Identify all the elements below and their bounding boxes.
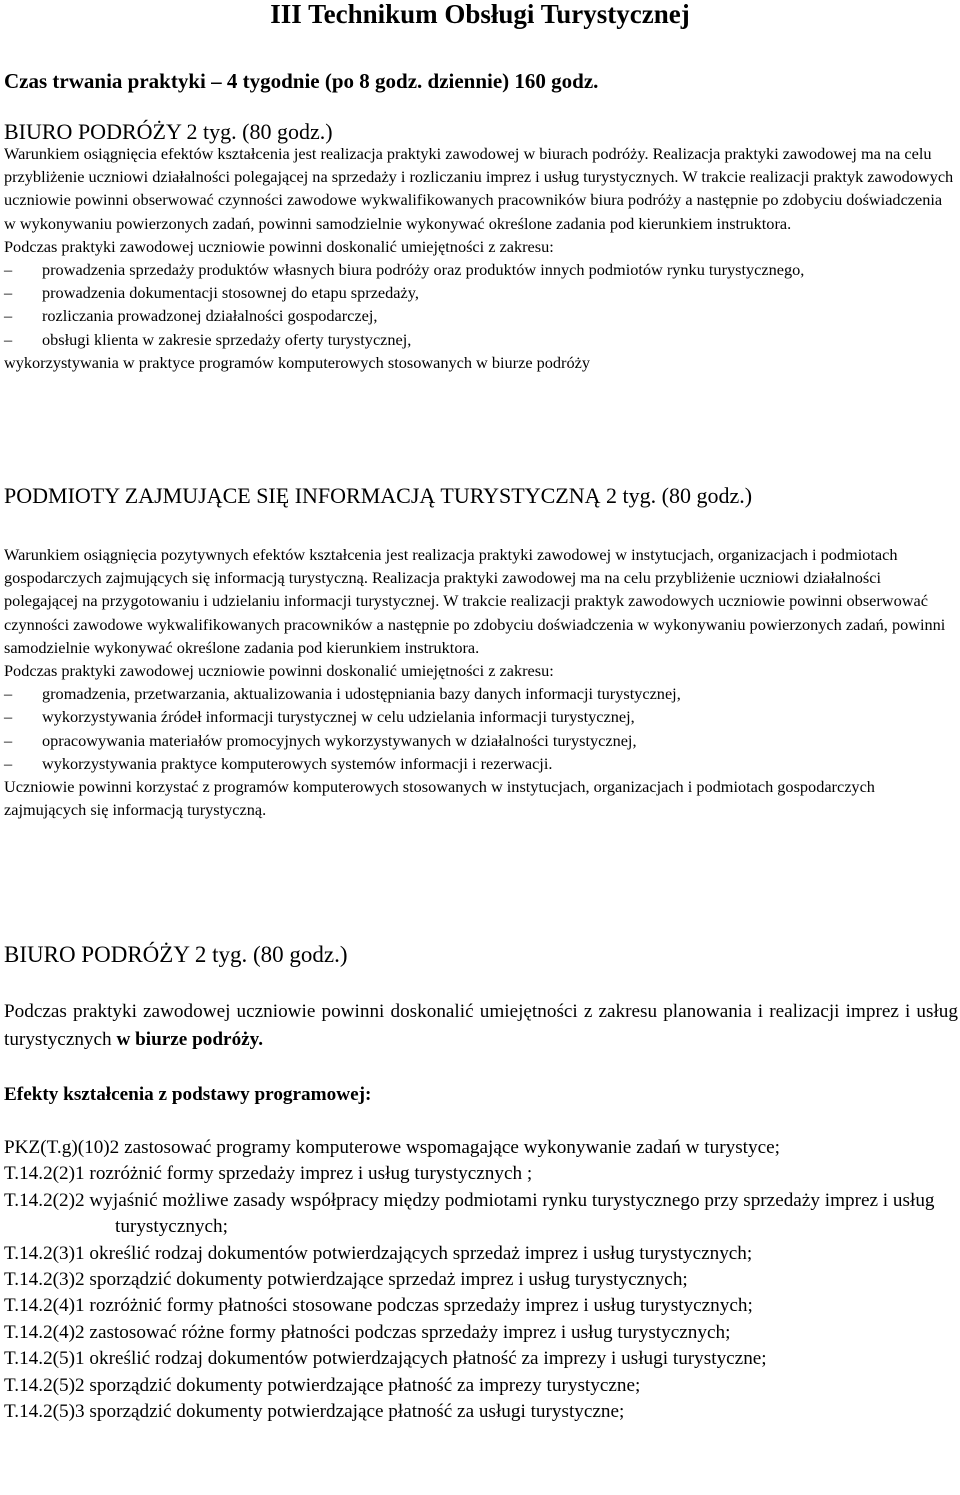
section-2-intro: Podczas praktyki zawodowej uczniowie powinni doskonalić umiejętności z zakresu:: [4, 661, 554, 681]
effect-item: T.14.2(5)1 określić rodzaj dokumentów potwierdzających płatność za imprezy i usługi turystyczne;: [4, 1348, 767, 1370]
section-1-title: BIURO PODRÓŻY 2 tyg. (80 godz.): [4, 119, 333, 144]
effect-item: T.14.2(5)3 sporządzić dokumenty potwierdzające płatność za usługi turystyczne;: [4, 1401, 625, 1423]
practice-duration: Czas trwania praktyki – 4 tygodnie (po 8 godz. dziennie) 160 godz.: [4, 69, 599, 93]
effect-item: T.14.2(2)1 rozróżnić formy sprzedaży imprez i usług turystycznych ;: [4, 1163, 533, 1185]
list-item: – gromadzenia, przetwarzania, aktualizowania i udostępniania bazy danych informacji turystycznej,: [4, 682, 958, 705]
section-2-closing: Uczniowie powinni korzystać z programów komputerowych stosowanych w instytucjach, organizacjach i podmiotach gospodarczych zajmujących się informacją turystyczną.: [4, 777, 875, 820]
page-title: III Technikum Obsługi Turystycznej: [270, 0, 690, 29]
effect-item: T.14.2(5)2 sporządzić dokumenty potwierdzające płatność za imprezy turystyczne;: [4, 1374, 641, 1396]
list-item: – prowadzenia dokumentacji stosownej do etapu sprzedaży,: [4, 281, 956, 304]
effect-item: T.14.2(3)1 określić rodzaj dokumentów potwierdzających sprzedaż imprez i usług turystycznych;: [4, 1242, 753, 1264]
section-3-title: BIURO PODRÓŻY 2 tyg. (80 godz.): [4, 942, 348, 967]
section-1-paragraph: Warunkiem osiągnięcia efektów kształcenia jest realizacja praktyki zawodowej w biurach podróży. Realizacja praktyki zawodowej ma na celu przybliżenie uczniowi działalności polegającej na sprzedaży i rozliczaniu imprez i usług turystycznych. W trakcie realizacji praktyk zawodowych uczniowie powinni obserwować czynności zawodowe wykwalifikowanych pracowników biura podróży a następnie po zdobyciu doświadczenia w wykonywaniu powierzonych zadań, powinni samodzielnie wykonywać określone zadania pod kierunkiem instruktora.: [4, 144, 954, 233]
list-item: – wykorzystywania źródeł informacji turystycznej w celu udzielania informacji turystycznej,: [4, 705, 958, 728]
effect-item: T.14.2(2)2 wyjaśnić możliwe zasady współpracy między podmiotami rynku turystycznego przy sprzedaży imprez i usług turystycznych;: [4, 1189, 935, 1238]
section-2-body: [4, 543, 958, 821]
section-2-paragraph: Warunkiem osiągnięcia pozytywnych efektów kształcenia jest realizacja praktyki zawodowej w instytucjach, organizacjach i podmiotach gospodarczych zajmujących się informacją turystyczną. Realizacja praktyki zawodowej ma na celu przybliżenie uczniowi działalności polegającej na przygotowaniu i udzielaniu informacji turystycznej. W trakcie realizacji praktyk zawodowych uczniowie powinni obserwować czynności zawodowe wykwalifikowanych pracowników a następnie po zdobyciu doświadczenia w wykonywaniu powierzonych zadań, powinni samodzielnie wykonywać określone zadania pod kierunkiem instruktora.: [4, 545, 946, 657]
section-3-intro-emphasis: w biurze podróży.: [116, 1029, 264, 1050]
section-3-subtitle: Efekty kształcenia z podstawy programowej:: [4, 1084, 372, 1105]
section-1-closing: wykorzystywania w praktyce programów komputerowych stosowanych w biurze podróży: [4, 352, 590, 372]
effect-item: T.14.2(4)1 rozróżnić formy płatności stosowane podczas sprzedaży imprez i usług turystycznych;: [4, 1295, 753, 1317]
effect-item: T.14.2(3)2 sporządzić dokumenty potwierdzające sprzedaż imprez i usług turystycznych;: [4, 1269, 688, 1291]
list-item: – opracowywania materiałów promocyjnych wykorzystywanych w działalności turystycznej,: [4, 729, 958, 752]
section-1-body: [4, 142, 956, 374]
list-item: – prowadzenia sprzedaży produktów własnych biura podróży oraz produktów innych podmiotów rynku turystycznego,: [4, 258, 956, 281]
learning-effects-list: [4, 1135, 958, 1425]
section-2-skill-list: [4, 682, 958, 775]
section-3-intro: [4, 998, 958, 1054]
effect-item: PKZ(T.g)(10)2 zastosować programy komputerowe wspomagające wykonywanie zadań w turystyce;: [4, 1137, 780, 1158]
section-1-intro: Podczas praktyki zawodowej uczniowie powinni doskonalić umiejętności z zakresu:: [4, 236, 554, 256]
section-2-title: PODMIOTY ZAJMUJĄCE SIĘ INFORMACJĄ TURYSTYCZNĄ 2 tyg. (80 godz.): [4, 483, 753, 508]
list-item: – rozliczania prowadzonej działalności gospodarczej,: [4, 304, 956, 327]
list-item: – obsługi klienta w zakresie sprzedaży oferty turystycznej,: [4, 328, 956, 351]
section-1-skill-list: [4, 258, 956, 351]
list-item: – wykorzystywania praktyce komputerowych systemów informacji i rezerwacji.: [4, 752, 958, 775]
section-3-intro-text: Podczas praktyki zawodowej uczniowie powinni doskonalić umiejętności z zakresu planowania i realizacji imprez i usług turystycznych: [4, 1001, 958, 1050]
effect-item: T.14.2(4)2 zastosować różne formy płatności podczas sprzedaży imprez i usług turystycznych;: [4, 1321, 731, 1343]
